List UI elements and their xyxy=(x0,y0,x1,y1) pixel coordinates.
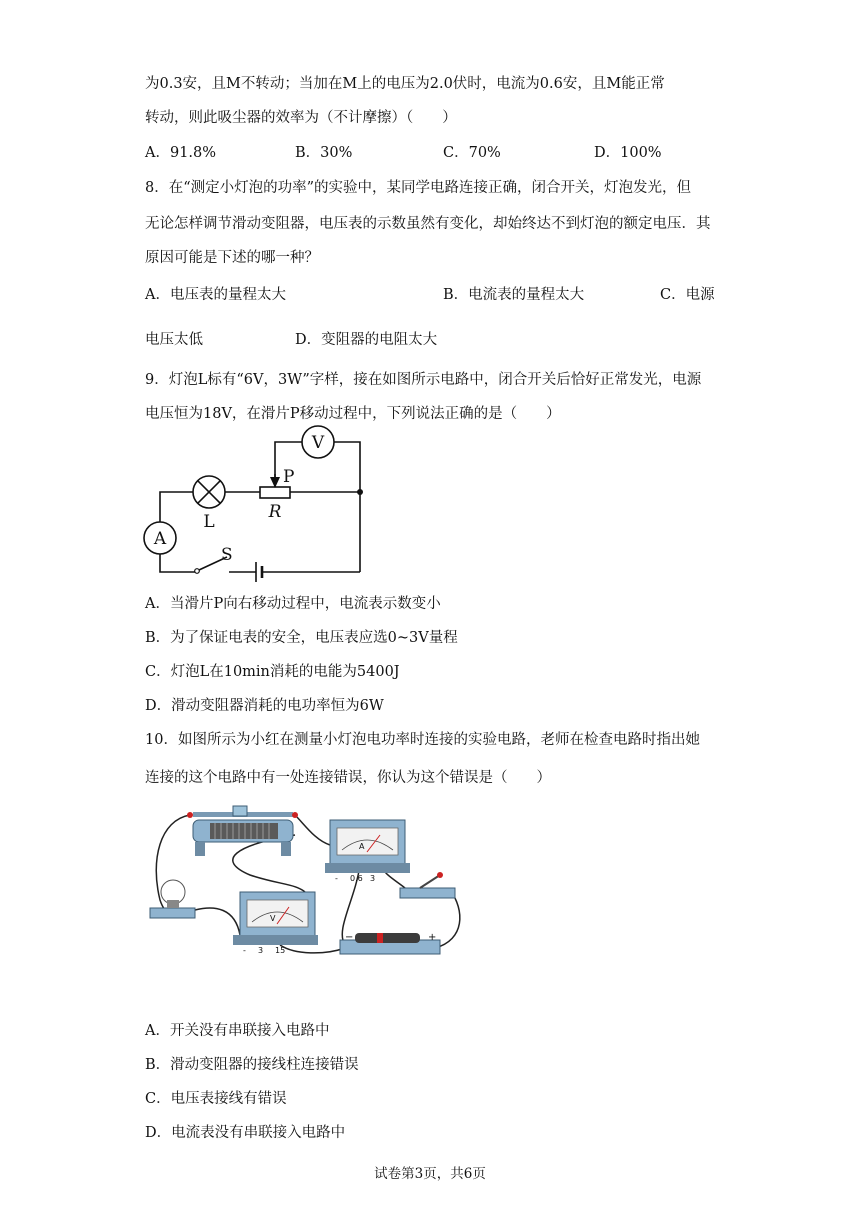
rheostat-label: R xyxy=(268,502,282,522)
switch-label: S xyxy=(221,545,233,565)
q10-option-d: D．电流表没有串联接入电路中 xyxy=(145,1125,346,1141)
q9-option-c: C．灯泡L在10min消耗的电能为5400J xyxy=(145,664,400,680)
q9-line-1: 9．灯泡L标有“6V，3W”字样，接在如图所示电路中，闭合开关后恰好正常发光，电源 xyxy=(145,372,702,388)
q7-option-a: A．91.8% xyxy=(145,145,217,161)
q8-option-b: B．电流表的量程太大 xyxy=(443,287,585,303)
q7-option-b: B．30% xyxy=(295,145,353,161)
q7-line-1: 为0.3安，且M不转动；当加在M上的电压为2.0伏时，电流为0.6安，且M能正常 xyxy=(145,76,665,92)
lamp-label: L xyxy=(203,512,215,532)
q7-line-2: 转动，则此吸尘器的效率为（不计摩擦）（ ） xyxy=(145,110,457,126)
q9-line-2: 电压恒为18V，在滑片P移动过程中，下列说法正确的是（ ） xyxy=(145,406,561,422)
q7-option-c: C．70% xyxy=(443,145,501,161)
battery-icon xyxy=(340,932,440,954)
q10-option-c: C．电压表接线有错误 xyxy=(145,1091,287,1107)
q8-option-a: A．电压表的量程太大 xyxy=(145,287,286,303)
q10-option-b: B．滑动变阻器的接线柱连接错误 xyxy=(145,1057,359,1073)
q8-option-c-cont: 电压太低 xyxy=(145,332,203,348)
ammeter-label: A xyxy=(153,529,167,549)
voltmeter-icon xyxy=(233,892,318,955)
battery-plus: + xyxy=(428,932,437,943)
switch-icon xyxy=(400,872,455,898)
ammeter-symbol: A xyxy=(359,842,365,851)
page-footer: 试卷第3页，共6页 xyxy=(374,1166,486,1182)
q7-option-d: D．100% xyxy=(594,145,662,161)
rheostat-icon xyxy=(260,487,290,498)
q10-experiment-figure xyxy=(145,800,475,960)
voltmeter-terminal-2: 15 xyxy=(275,946,286,955)
q10-line-2: 连接的这个电路中有一处连接错误，你认为这个错误是（ ） xyxy=(145,770,551,786)
ammeter-minus: - xyxy=(335,874,338,883)
ammeter-terminal-1: 0.6 xyxy=(350,874,363,883)
q8-line-3: 原因可能是下述的哪一种？ xyxy=(145,250,319,266)
voltmeter-terminal-1: 3 xyxy=(258,946,264,955)
battery-minus: − xyxy=(345,932,354,943)
q10-line-1: 10．如图所示为小红在测量小灯泡电功率时连接的实验电路，老师在检查电路时指出她 xyxy=(145,732,700,748)
q8-option-c: C．电源 xyxy=(660,287,715,303)
q9-circuit-diagram xyxy=(135,420,375,585)
voltmeter-symbol: V xyxy=(270,914,276,923)
ammeter-terminal-2: 3 xyxy=(370,874,376,883)
voltmeter-label: V xyxy=(311,433,325,453)
ammeter-icon xyxy=(325,820,410,883)
rheostat-icon xyxy=(187,806,298,856)
slider-label: P xyxy=(283,467,295,487)
q10-option-a: A．开关没有串联接入电路中 xyxy=(145,1023,330,1039)
q8-line-1: 8．在“测定小灯泡的功率”的实验中，某同学电路连接正确，闭合开关，灯泡发光，但 xyxy=(145,180,692,196)
q9-option-a: A．当滑片P向右移动过程中，电流表示数变小 xyxy=(145,596,441,612)
voltmeter-minus: - xyxy=(243,946,246,955)
q8-line-2: 无论怎样调节滑动变阻器，电压表的示数虽然有变化，却始终达不到灯泡的额定电压．其 xyxy=(145,216,711,232)
q8-option-d: D．变阻器的电阻太大 xyxy=(295,332,438,348)
q9-option-d: D．滑动变阻器消耗的电功率恒为6W xyxy=(145,698,384,714)
q9-option-b: B．为了保证电表的安全，电压表应选0~3V量程 xyxy=(145,630,458,646)
